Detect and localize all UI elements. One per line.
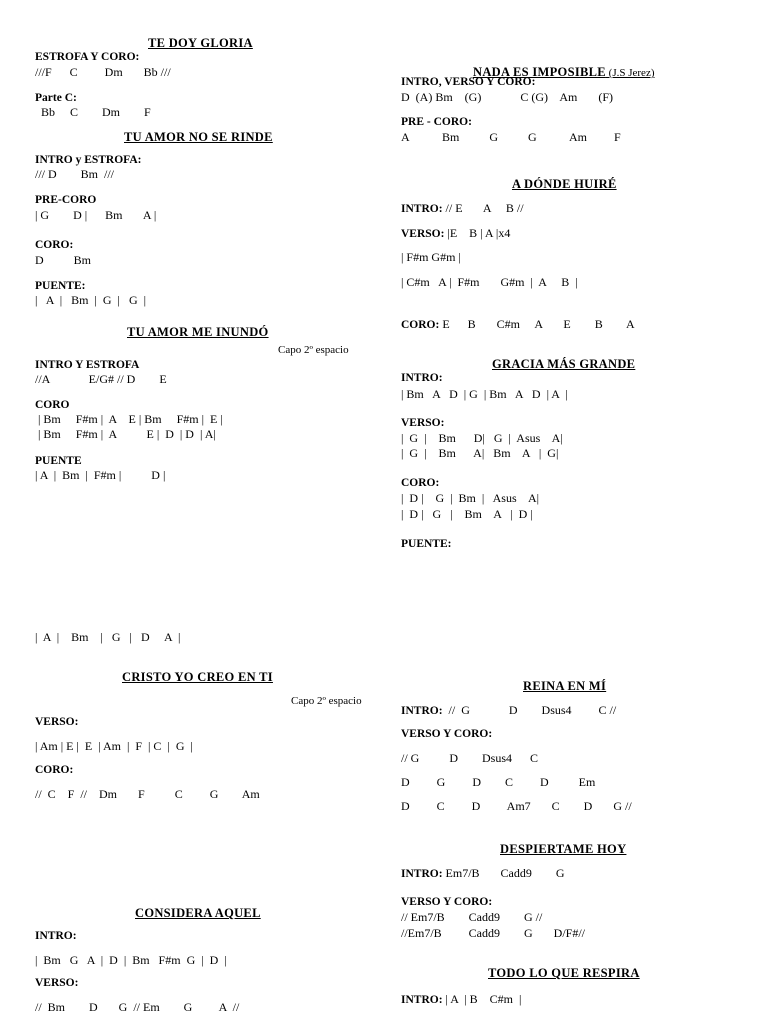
song-title-text: NADA ES IMPOSIBLE	[473, 65, 606, 79]
chord-line: | G | Bm D| G | Asus A|	[401, 431, 563, 445]
chord-line: D G D C D Em	[401, 775, 596, 789]
section-label: VERSO Y CORO:	[401, 728, 493, 740]
section-label: VERSO:	[35, 977, 79, 989]
song-title-todo-lo-que-respira: TODO LO QUE RESPIRA	[488, 966, 640, 980]
song-title-tu-amor-no-se-rinde: TU AMOR NO SE RINDE	[124, 130, 273, 144]
chord-line	[401, 201, 524, 216]
chord-line: // Em7/B Cadd9 G //	[401, 910, 543, 924]
chord-line: | Bm F#m | A E | Bm F#m | E |	[35, 412, 223, 426]
section-label: PRE-CORO	[35, 194, 97, 206]
section-label: ESTROFA Y CORO:	[35, 51, 140, 63]
song-title-tu-amor-me-inundo: TU AMOR ME INUNDÓ	[127, 325, 269, 339]
chord-line	[401, 866, 565, 881]
section-label: VERSO:	[401, 417, 445, 429]
song-title-cristo-yo-creo-en-ti: CRISTO YO CREO EN TI	[122, 670, 273, 684]
chord-line: | Bm F#m | A E | D | D | A|	[35, 427, 216, 441]
section-label: INTRO:	[401, 372, 443, 384]
chord-line: | Am | E | E | Am | F | C | G |	[35, 739, 193, 753]
section-label: VERSO:	[35, 716, 79, 728]
section-label: INTRO:	[35, 930, 77, 942]
chord-line: D (A) Bm (G) C (G) Am (F)	[401, 90, 613, 104]
section-label: CORO:	[35, 239, 74, 251]
chord-line: // C F // Dm F C G Am	[35, 787, 260, 801]
song-title-considera-aquel: CONSIDERA AQUEL	[135, 906, 261, 920]
chords: Em7/B Cadd9 G	[442, 866, 565, 880]
chord-line: A Bm G G Am F	[401, 130, 621, 144]
chords: // G D Dsus4 C //	[442, 703, 617, 717]
chord-line: | D | G | Bm | Asus A|	[401, 491, 540, 505]
chord-line: | A | Bm | G | G |	[35, 293, 147, 307]
section-label: PUENTE	[35, 455, 82, 467]
section-label: CORO:	[401, 477, 440, 489]
section-label: PRE - CORO:	[401, 116, 472, 128]
song-title-a-donde-huire: A DÓNDE HUIRÉ	[512, 177, 617, 191]
capo-note: Capo 2º espacio	[291, 695, 362, 707]
section-label: CORO	[35, 399, 70, 411]
chord-line: // G D Dsus4 C	[401, 751, 539, 765]
chord-line	[401, 317, 635, 332]
song-author: (J.S Jerez)	[605, 67, 655, 79]
section-label: INTRO:	[401, 705, 443, 717]
chord-line: | Bm G A | D | Bm F#m G | D |	[35, 953, 227, 967]
section-label: VERSO Y CORO:	[401, 896, 493, 908]
section-label: PUENTE:	[35, 280, 86, 292]
song-title-reina-en-mi: REINA EN MÍ	[523, 679, 607, 693]
chord-line	[401, 703, 616, 718]
section-label: INTRO:	[401, 868, 443, 880]
section-label: Parte C:	[35, 92, 77, 104]
section-label: INTRO y ESTROFA:	[35, 154, 142, 166]
chord-line: | G | Bm A| Bm A | G|	[401, 446, 559, 460]
chords: |E B | A |x4	[444, 226, 511, 240]
song-title-te-doy-gloria: TE DOY GLORIA	[148, 36, 253, 50]
chord-line: | C#m A | F#m G#m | A B |	[401, 275, 578, 289]
section-label: PUENTE:	[401, 538, 452, 550]
chord-line: | G D | Bm A |	[35, 208, 157, 222]
section-label: INTRO Y ESTROFA	[35, 359, 140, 371]
section-label: INTRO, VERSO Y CORO:	[401, 76, 536, 88]
chord-line: // Bm D G // Em G A //	[35, 1000, 240, 1014]
song-title-gracia-mas-grande: GRACIA MÁS GRANDE	[492, 357, 636, 371]
chord-line: | A | Bm | G | D A |	[35, 630, 181, 644]
chord-line: ///F C Dm Bb ///	[35, 65, 171, 79]
capo-note: Capo 2º espacio	[278, 344, 349, 356]
chord-line: Bb C Dm F	[35, 105, 151, 119]
chord-line: | Bm A D | G | Bm A D | A |	[401, 387, 568, 401]
chord-line	[401, 992, 521, 1007]
chord-line	[401, 226, 510, 241]
section-label: VERSO:	[401, 228, 445, 240]
chord-line: //A E/G# // D E	[35, 372, 167, 386]
chords: | A | B C#m |	[442, 992, 522, 1006]
chords: // E A B //	[442, 201, 524, 215]
chord-line: /// D Bm ///	[35, 167, 115, 181]
chord-line: //Em7/B Cadd9 G D/F#//	[401, 926, 586, 940]
section-label: INTRO:	[401, 994, 443, 1006]
song-title-despiertame-hoy: DESPIERTAME HOY	[500, 842, 627, 856]
chord-line: | F#m G#m |	[401, 250, 461, 264]
chords: E B C#m A E B A	[439, 317, 635, 331]
chord-line: D Bm	[35, 253, 92, 267]
chord-line: D C D Am7 C D G //	[401, 799, 632, 813]
chord-line: | D | G | Bm A | D |	[401, 507, 533, 521]
section-label: INTRO:	[401, 203, 443, 215]
chord-line: | A | Bm | F#m | D |	[35, 468, 166, 482]
section-label: CORO:	[35, 764, 74, 776]
section-label: CORO:	[401, 319, 440, 331]
